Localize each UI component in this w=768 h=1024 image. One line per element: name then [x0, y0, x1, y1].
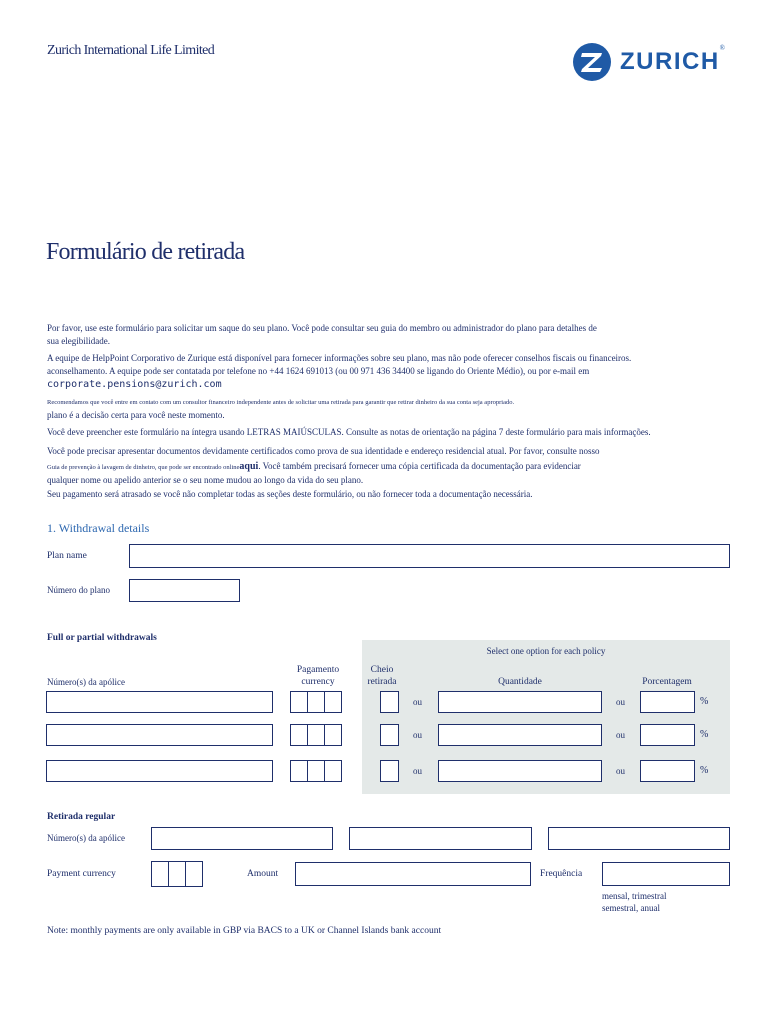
intro-text: Guia de prevenção à lavagem de dinheiro, que pode ser encontrado online — [47, 464, 240, 471]
frequency-hint — [602, 890, 666, 914]
footnote: Note: monthly payments are only available in GBP via BACS to a UK or Channel Islands bank account — [47, 926, 442, 936]
or-text: ou — [616, 697, 625, 707]
currency-char-cell[interactable] — [307, 724, 325, 746]
frequency-hint-line2: semestral, anual — [602, 903, 660, 913]
intro-text: Recomendamos que você entre em contato com um consultor financeiro independente antes de solicitar uma retirada para garantir que retirar dinheiro da sua conta seja apropriado. — [47, 399, 515, 406]
col-header-currency-line1: Pagamento — [296, 665, 340, 675]
full-partial-heading: Full or partial withdrawals — [47, 633, 157, 643]
intro-paragraph-3 — [47, 396, 727, 422]
zurich-z-icon — [572, 42, 612, 82]
full-withdrawal-checkbox[interactable] — [380, 724, 399, 746]
intro-text: sua elegibilidade. — [47, 336, 110, 346]
plan-name-label: Plan name — [47, 551, 87, 561]
percent-sign: % — [700, 765, 709, 776]
regular-policy-field-2[interactable] — [349, 827, 532, 850]
col-header-amount: Quantidade — [498, 677, 542, 687]
payment-currency-field[interactable] — [151, 861, 201, 887]
section-heading-withdrawal-details: 1. Withdrawal details — [47, 521, 150, 535]
percentage-field[interactable] — [640, 691, 695, 713]
intro-text: Você deve preencher este formulário na íntegra usando LETRAS MAIÚSCULAS. Consulte as notas de orientação na página 7 deste formulário para mais informações. — [47, 427, 651, 437]
regular-policy-field-3[interactable] — [548, 827, 730, 850]
currency-char-cell[interactable] — [290, 691, 308, 713]
panel-caption: Select one option for each policy — [486, 646, 606, 656]
frequency-hint-line1: mensal, trimestral — [602, 891, 667, 901]
intro-text: plano é a decisão certa para você neste momento. — [47, 410, 225, 420]
frequency-label: Frequência — [540, 869, 583, 879]
regular-heading: Retirada regular — [47, 812, 116, 822]
or-text: ou — [413, 730, 422, 740]
amount-label: Amount — [247, 869, 279, 879]
amount-field[interactable] — [438, 691, 602, 713]
percentage-field[interactable] — [640, 724, 695, 746]
full-withdrawal-checkbox[interactable] — [380, 691, 399, 713]
frequency-field[interactable] — [602, 862, 730, 886]
col-header-policy: Número(s) da apólice — [47, 677, 125, 687]
intro-paragraph-2 — [47, 352, 727, 391]
logo-wordmark: ZURICH — [620, 48, 720, 75]
intro-text: Seu pagamento será atrasado se você não completar todas as seções deste formulário, ou não fornecer toda a documentação necessária. — [47, 489, 533, 499]
contact-email: corporate.pensions@zurich.com — [47, 379, 222, 390]
aml-guide-link[interactable]: aqui — [239, 461, 259, 472]
intro-text: aconselhamento. A equipe pode ser contatada por telefone no +44 1624 691013 (ou 00 971 436 34400 se ligando do Oriente Médio), ou por e-mail em — [47, 366, 590, 376]
intro-paragraph-5 — [47, 445, 727, 487]
intro-text: . Você também precisará fornecer uma cópia certificada da documentação para evidenciar — [258, 461, 581, 471]
currency-char-cell[interactable] — [290, 724, 308, 746]
intro-text: Por favor, use este formulário para solicitar um saque do seu plano. Você pode consultar seu guia do membro ou administrador do plano para detalhes de — [47, 323, 597, 333]
plan-number-field[interactable] — [129, 579, 240, 602]
currency-char-cell[interactable] — [307, 691, 325, 713]
page-title: Formulário de retirada — [46, 239, 245, 265]
payment-currency-field[interactable] — [290, 691, 340, 713]
col-header-full — [362, 664, 402, 688]
currency-char-cell[interactable] — [324, 760, 342, 782]
currency-char-cell[interactable] — [151, 861, 169, 887]
intro-text: A equipe de HelpPoint Corporativo de Zurique está disponível para fornecer informações sobre seu plano, mas não pode oferecer conselhos fiscais ou financeiros. — [47, 353, 632, 363]
policy-number-field[interactable] — [46, 760, 273, 782]
intro-text: qualquer nome ou apelido anterior se o seu nome mudou ao longo da vida do seu plano. — [47, 475, 364, 485]
intro-text: Você pode precisar apresentar documentos devidamente certificados como prova de sua identidade e endereço residencial atual. Por favor, consulte nosso — [47, 446, 600, 456]
currency-char-cell[interactable] — [290, 760, 308, 782]
or-text: ou — [616, 730, 625, 740]
regular-amount-field[interactable] — [295, 862, 531, 886]
currency-char-cell[interactable] — [307, 760, 325, 782]
col-header-currency — [290, 664, 346, 688]
regular-policy-field-1[interactable] — [151, 827, 333, 850]
regular-policy-label: Número(s) da apólice — [47, 833, 125, 843]
payment-currency-field[interactable] — [290, 724, 340, 746]
or-text: ou — [616, 766, 625, 776]
percentage-field[interactable] — [640, 760, 695, 782]
col-header-percent: Porcentagem — [642, 677, 692, 687]
company-name: Zurich International Life Limited — [47, 43, 215, 58]
or-text: ou — [413, 697, 422, 707]
policy-number-field[interactable] — [46, 691, 273, 713]
payment-currency-field[interactable] — [290, 760, 340, 782]
col-header-full-line2: retirada — [367, 677, 397, 687]
percent-sign: % — [700, 696, 709, 707]
full-withdrawal-checkbox[interactable] — [380, 760, 399, 782]
amount-field[interactable] — [438, 760, 602, 782]
or-text: ou — [413, 766, 422, 776]
amount-field[interactable] — [438, 724, 602, 746]
intro-paragraph-1 — [47, 322, 727, 348]
col-header-currency-line2: currency — [301, 677, 335, 687]
intro-paragraph-6 — [47, 488, 727, 501]
intro-paragraph-4 — [47, 426, 727, 439]
percent-sign: % — [700, 729, 709, 740]
payment-currency-label: Payment currency — [47, 869, 116, 879]
plan-name-field[interactable] — [129, 544, 730, 568]
policy-number-field[interactable] — [46, 724, 273, 746]
currency-char-cell[interactable] — [324, 691, 342, 713]
zurich-logo — [572, 42, 725, 82]
col-header-full-line1: Cheio — [370, 665, 394, 675]
logo-registered-mark: ® — [719, 44, 725, 52]
plan-number-label: Número do plano — [47, 585, 110, 595]
currency-char-cell[interactable] — [324, 724, 342, 746]
currency-char-cell[interactable] — [185, 861, 203, 887]
currency-char-cell[interactable] — [168, 861, 186, 887]
